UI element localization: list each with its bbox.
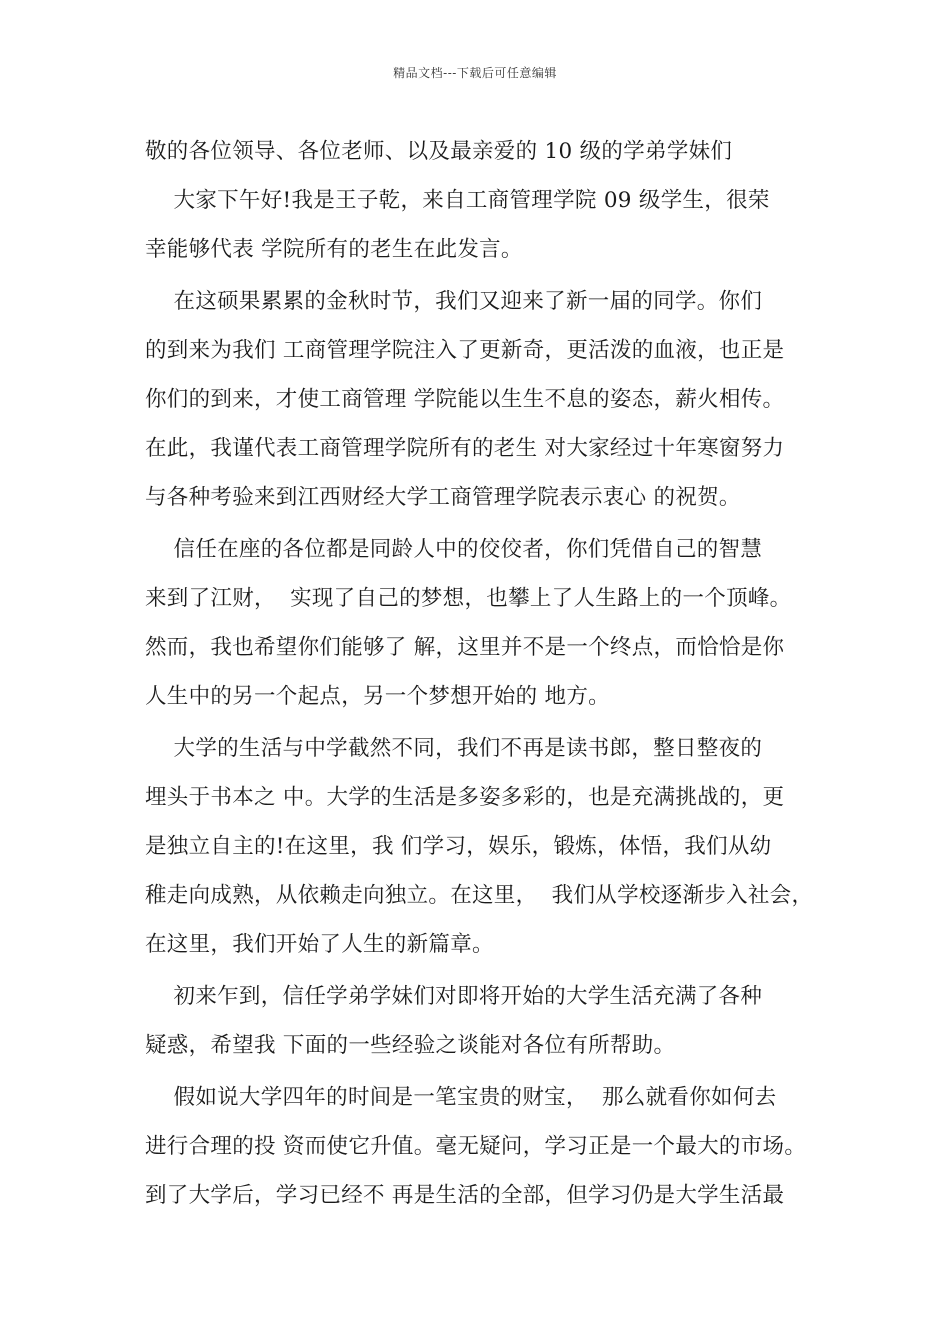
body-line: 幸能够代表 学院所有的老生在此发言。 (145, 237, 523, 262)
body-line: 你们的到来，才使工商管理 学院能以生生不息的姿态，薪火相传。 (145, 387, 785, 412)
body-line: 然而，我也希望你们能够了 解，这里并不是一个终点，而恰恰是你 (145, 635, 785, 660)
body-line: 大家下午好!我是王子乾，来自工商管理学院 09 级学生，很荣 (145, 188, 770, 213)
body-line: 信任在座的各位都是同龄人中的佼佼者，你们凭借自己的智慧 (145, 537, 763, 562)
body-line: 到了大学后，学习已经不 再是生活的全部，但学习仍是大学生活最 (145, 1183, 785, 1208)
body-line: 假如说大学四年的时间是一笔宝贵的财宝， 那么就看你如何去 (145, 1085, 777, 1110)
body-line: 来到了江财， 实现了自己的梦想，也攀上了人生路上的一个顶峰。 (145, 586, 792, 611)
body-line: 大学的生活与中学截然不同，我们不再是读书郎，整日整夜的 (145, 736, 763, 761)
body-line: 疑惑，希望我 下面的一些经验之谈能对各位有所帮助。 (145, 1033, 676, 1058)
body-line: 在这里，我们开始了人生的新篇章。 (145, 932, 494, 957)
page-header: 精品文档---下载后可任意编辑 (393, 66, 557, 80)
body-line: 初来乍到，信任学弟学妹们对即将开始的大学生活充满了各种 (145, 984, 763, 1009)
body-line: 进行合理的投 资而使它升值。毫无疑问，学习正是一个最大的市场。 (145, 1134, 807, 1159)
body-line: 敬的各位领导、各位老师、以及最亲爱的 10 级的学弟学妹们 (145, 139, 733, 164)
body-line: 在这硕果累累的金秋时节，我们又迎来了新一届的同学。你们 (145, 289, 763, 314)
body-line: 与各种考验来到江西财经大学工商管理学院表示衷心 的祝贺。 (145, 485, 741, 510)
body-line: 在此，我谨代表工商管理学院所有的老生 对大家经过十年寒窗努力 (145, 436, 785, 461)
body-line: 人生中的另一个起点，另一个梦想开始的 地方。 (145, 684, 610, 709)
body-line: 是独立自主的!在这里，我 们学习，娱乐，锻炼，体悟，我们从幼 (145, 834, 772, 859)
body-line: 的到来为我们 工商管理学院注入了更新奇，更活泼的血液，也正是 (145, 338, 785, 363)
body-line: 埋头于书本之 中。大学的生活是多姿多彩的，也是充满挑战的，更 (145, 785, 785, 810)
body-line: 稚走向成熟，从依赖走向独立。在这里， 我们从学校逐渐步入社会， (145, 883, 814, 908)
